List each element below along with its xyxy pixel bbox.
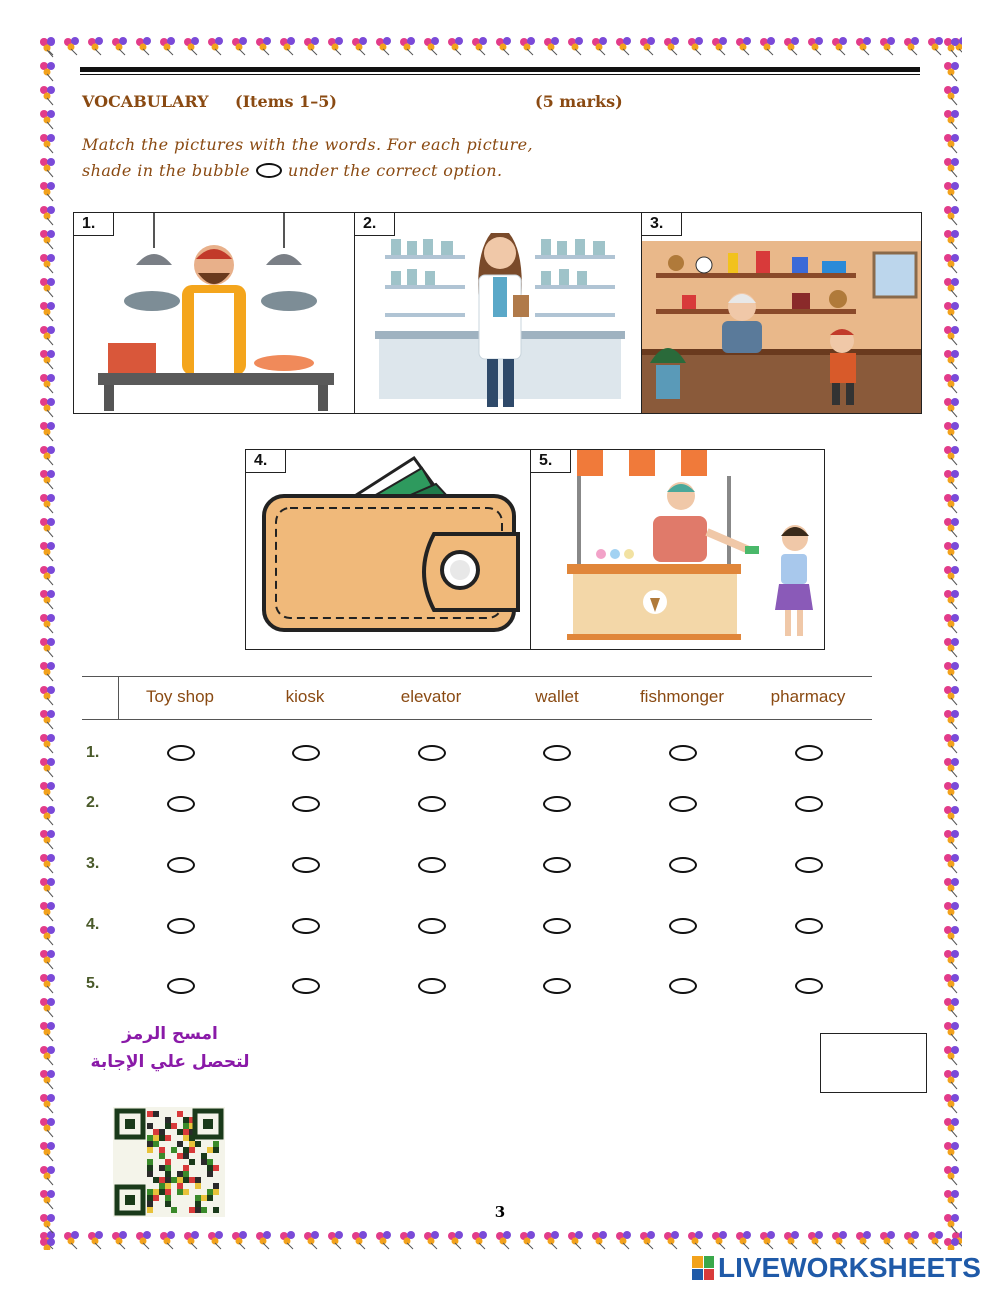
answer-bubble-4-wallet[interactable]	[543, 918, 571, 934]
qr-caption-line-1: امسح الرمز	[122, 1024, 218, 1044]
kiosk-illustration	[531, 450, 824, 649]
answer-bubble-4-fishmonger[interactable]	[669, 918, 697, 934]
liveworksheets-mark-icon	[692, 1256, 714, 1280]
header-rule-thin	[80, 74, 920, 75]
picture-2	[354, 212, 643, 414]
answer-bubble-2-wallet[interactable]	[543, 796, 571, 812]
answer-bubble-1-elevator[interactable]	[418, 745, 446, 761]
row-label-2: 2.	[86, 794, 100, 811]
picture-1	[73, 212, 356, 414]
answer-bubble-3-fishmonger[interactable]	[669, 857, 697, 873]
answer-bubble-2-elevator[interactable]	[418, 796, 446, 812]
answer-bubble-1-toy-shop[interactable]	[167, 745, 195, 761]
answer-bubble-2-toy-shop[interactable]	[167, 796, 195, 812]
balloon-border-left	[38, 36, 58, 1250]
picture-3	[641, 212, 922, 414]
section-title: VOCABULARY	[82, 92, 209, 111]
balloon-border-bottom	[38, 1230, 962, 1250]
option-header-wallet: wallet	[535, 687, 579, 706]
picture-number: 2.	[355, 213, 395, 236]
wallet-illustration	[246, 450, 531, 649]
row-label-3: 3.	[86, 855, 100, 872]
answer-bubble-5-pharmacy[interactable]	[795, 978, 823, 994]
toy-shop-illustration	[642, 213, 921, 413]
answer-bubble-5-wallet[interactable]	[543, 978, 571, 994]
balloon-border-top	[38, 36, 962, 56]
section-items: (Items 1–5)	[235, 92, 337, 111]
answer-bubble-4-elevator[interactable]	[418, 918, 446, 934]
picture-number: 1.	[74, 213, 114, 236]
instruction-line-1: Match the pictures with the words. For each picture,	[82, 135, 533, 154]
pharmacist-illustration	[355, 213, 642, 413]
answer-bubble-3-pharmacy[interactable]	[795, 857, 823, 873]
row-label-1: 1.	[86, 744, 100, 761]
answer-bubble-3-kiosk[interactable]	[292, 857, 320, 873]
section-marks: (5 marks)	[535, 92, 623, 111]
option-header-toy-shop: Toy shop	[145, 687, 215, 706]
picture-4	[245, 449, 532, 650]
answer-bubble-5-elevator[interactable]	[418, 978, 446, 994]
answer-bubble-4-toy-shop[interactable]	[167, 918, 195, 934]
qr-code[interactable]	[113, 1107, 225, 1217]
answer-bubble-3-toy-shop[interactable]	[167, 857, 195, 873]
instruction-text-before: shade in the bubble	[82, 161, 250, 180]
picture-number: 4.	[246, 450, 286, 473]
table-divider	[118, 676, 119, 720]
answer-bubble-1-kiosk[interactable]	[292, 745, 320, 761]
table-top-rule	[82, 676, 872, 677]
answer-bubble-5-toy-shop[interactable]	[167, 978, 195, 994]
score-box	[820, 1033, 927, 1093]
bubble-icon	[256, 163, 282, 178]
answer-bubble-2-pharmacy[interactable]	[795, 796, 823, 812]
answer-bubble-1-wallet[interactable]	[543, 745, 571, 761]
answer-bubble-1-pharmacy[interactable]	[795, 745, 823, 761]
qr-caption-line-2: لتحصل علي الإجابة	[90, 1052, 250, 1072]
answer-bubble-5-kiosk[interactable]	[292, 978, 320, 994]
answer-bubble-5-fishmonger[interactable]	[669, 978, 697, 994]
brand-name: LIVEWORKSHEETS	[718, 1252, 981, 1283]
balloon-border-right	[942, 36, 962, 1250]
answer-bubble-1-fishmonger[interactable]	[669, 745, 697, 761]
option-header-fishmonger: fishmonger	[639, 687, 725, 706]
instruction-text-after: under the correct option.	[287, 161, 503, 180]
picture-number: 3.	[642, 213, 682, 236]
picture-5	[530, 449, 825, 650]
picture-number: 5.	[531, 450, 571, 473]
row-label-5: 5.	[86, 975, 100, 992]
answer-bubble-4-kiosk[interactable]	[292, 918, 320, 934]
answer-bubble-2-fishmonger[interactable]	[669, 796, 697, 812]
table-header-rule	[82, 719, 872, 720]
answer-bubble-2-kiosk[interactable]	[292, 796, 320, 812]
answer-bubble-4-pharmacy[interactable]	[795, 918, 823, 934]
fishmonger-illustration	[74, 213, 355, 413]
option-header-pharmacy: pharmacy	[770, 687, 846, 706]
instruction-line-2	[82, 161, 503, 180]
answer-bubble-3-elevator[interactable]	[418, 857, 446, 873]
option-header-kiosk: kiosk	[285, 687, 325, 706]
answer-bubble-3-wallet[interactable]	[543, 857, 571, 873]
liveworksheets-logo	[692, 1252, 981, 1284]
row-label-4: 4.	[86, 916, 100, 933]
header-rule-thick	[80, 67, 920, 72]
option-header-elevator: elevator	[400, 687, 462, 706]
page-number: 3	[494, 1203, 506, 1221]
